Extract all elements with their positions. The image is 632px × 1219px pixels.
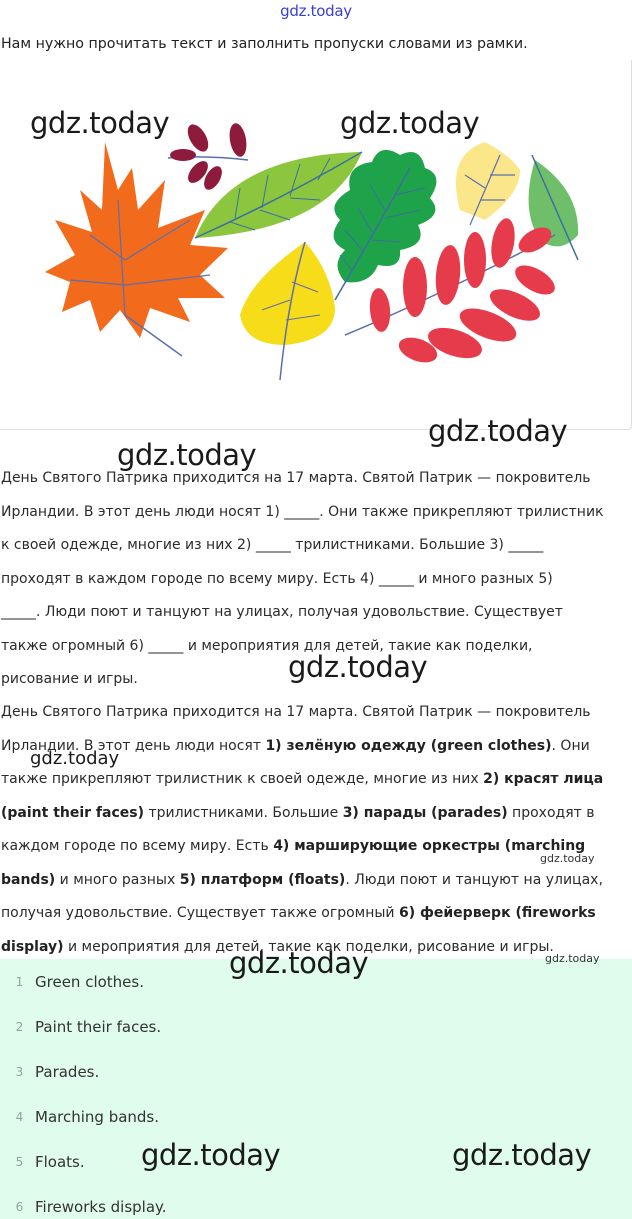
watermark: gdz.today (30, 748, 120, 769)
list-item-text: Parades. (35, 1062, 100, 1081)
site-logo[interactable]: gdz.today (280, 2, 352, 20)
list-item-number: 2 (15, 1019, 24, 1034)
watermark: gdz.today (340, 106, 480, 140)
list-item (0, 1004, 161, 1049)
list-item-number: 1 (15, 974, 24, 989)
list-item (0, 1094, 159, 1139)
list-item-text: Paint their faces. (35, 1017, 162, 1036)
list-item (0, 1049, 99, 1094)
burgundy-leaves-icon (168, 121, 249, 193)
list-item-text: Fireworks display. (35, 1197, 167, 1216)
watermark: gdz.today (428, 414, 568, 448)
list-item-text: Floats. (35, 1152, 85, 1171)
watermark: gdz.today (30, 106, 170, 140)
list-item (0, 1139, 85, 1184)
list-item (0, 1184, 167, 1219)
task-line: к своей одежде, многие из них 2) _____ трилистниками. Большие 3) _____ (1, 537, 544, 553)
watermark: gdz.today (452, 1138, 592, 1172)
answer-text: День Святого Патрика приходится на 17 марта. Святой Патрик — покровитель Ирландии. В этот день люди носят 1) зелёную одежду (green clothes). Они также прикрепляют трилистник к своей одежде, многие из них 2) красят лица (paint their faces) трилистниками. Большие 3) парады (parades) проходят в каждом городе по всему миру. Есть 4) марширующие оркестры (marching bands) и много разных 5) платформ (floats). Люди поют и танцуют на улицах, получая удовольствие. Существует также огромный 6) фейерверк (fireworks display) и мероприятия для детей, такие как поделки, рисование и игры. (1, 704, 604, 955)
list-item-text: Marching bands. (35, 1107, 160, 1126)
answer-6: 6) фейерверк (fireworks display) (1, 905, 596, 955)
task-line: рисование и игры. (1, 671, 138, 687)
yellow-leaf-icon (456, 142, 520, 225)
watermark: gdz.today (540, 852, 595, 865)
watermark: gdz.today (288, 650, 428, 684)
list-item-number: 4 (15, 1109, 24, 1124)
task-line: Ирландии. В этот день люди носят 1) _____. Они также прикрепляют трилистник (1, 503, 604, 520)
watermark: gdz.today (545, 952, 600, 965)
answer-1: 1) зелёную одежду (green clothes) (265, 737, 552, 754)
task-line: День Святого Патрика приходится на 17 марта. Святой Патрик — покровитель (1, 470, 591, 486)
task-line: также огромный 6) _____ и мероприятия для детей, такие как поделки, (1, 637, 533, 654)
list-item-number: 6 (15, 1199, 24, 1214)
answer-2: 2) красят лица (paint their faces) (1, 771, 604, 821)
answer-5: 5) платформ (floats) (179, 871, 346, 888)
intro-text: Нам нужно прочитать текст и заполнить пропуски словами из рамки. (1, 36, 528, 52)
list-item-number: 3 (15, 1064, 24, 1079)
watermark: gdz.today (141, 1138, 281, 1172)
watermark: gdz.today (229, 946, 369, 980)
answers-list (0, 959, 632, 1219)
task-line: _____. Люди поют и танцуют на улицах, получая удовольствие. Существует (1, 604, 563, 620)
watermark: gdz.today (117, 438, 257, 472)
list-item (0, 959, 144, 1004)
answer-4: 4) марширующие оркестры (marching bands) (1, 838, 586, 888)
list-item-text: Green clothes. (35, 972, 144, 991)
answer-3: 3) парады (parades) (342, 804, 508, 821)
yellow-poplar-leaf-icon (240, 242, 335, 380)
list-item-number: 5 (15, 1154, 24, 1169)
task-line: проходят в каждом городе по всему миру. Есть 4) _____ и много разных 5) (1, 570, 553, 587)
